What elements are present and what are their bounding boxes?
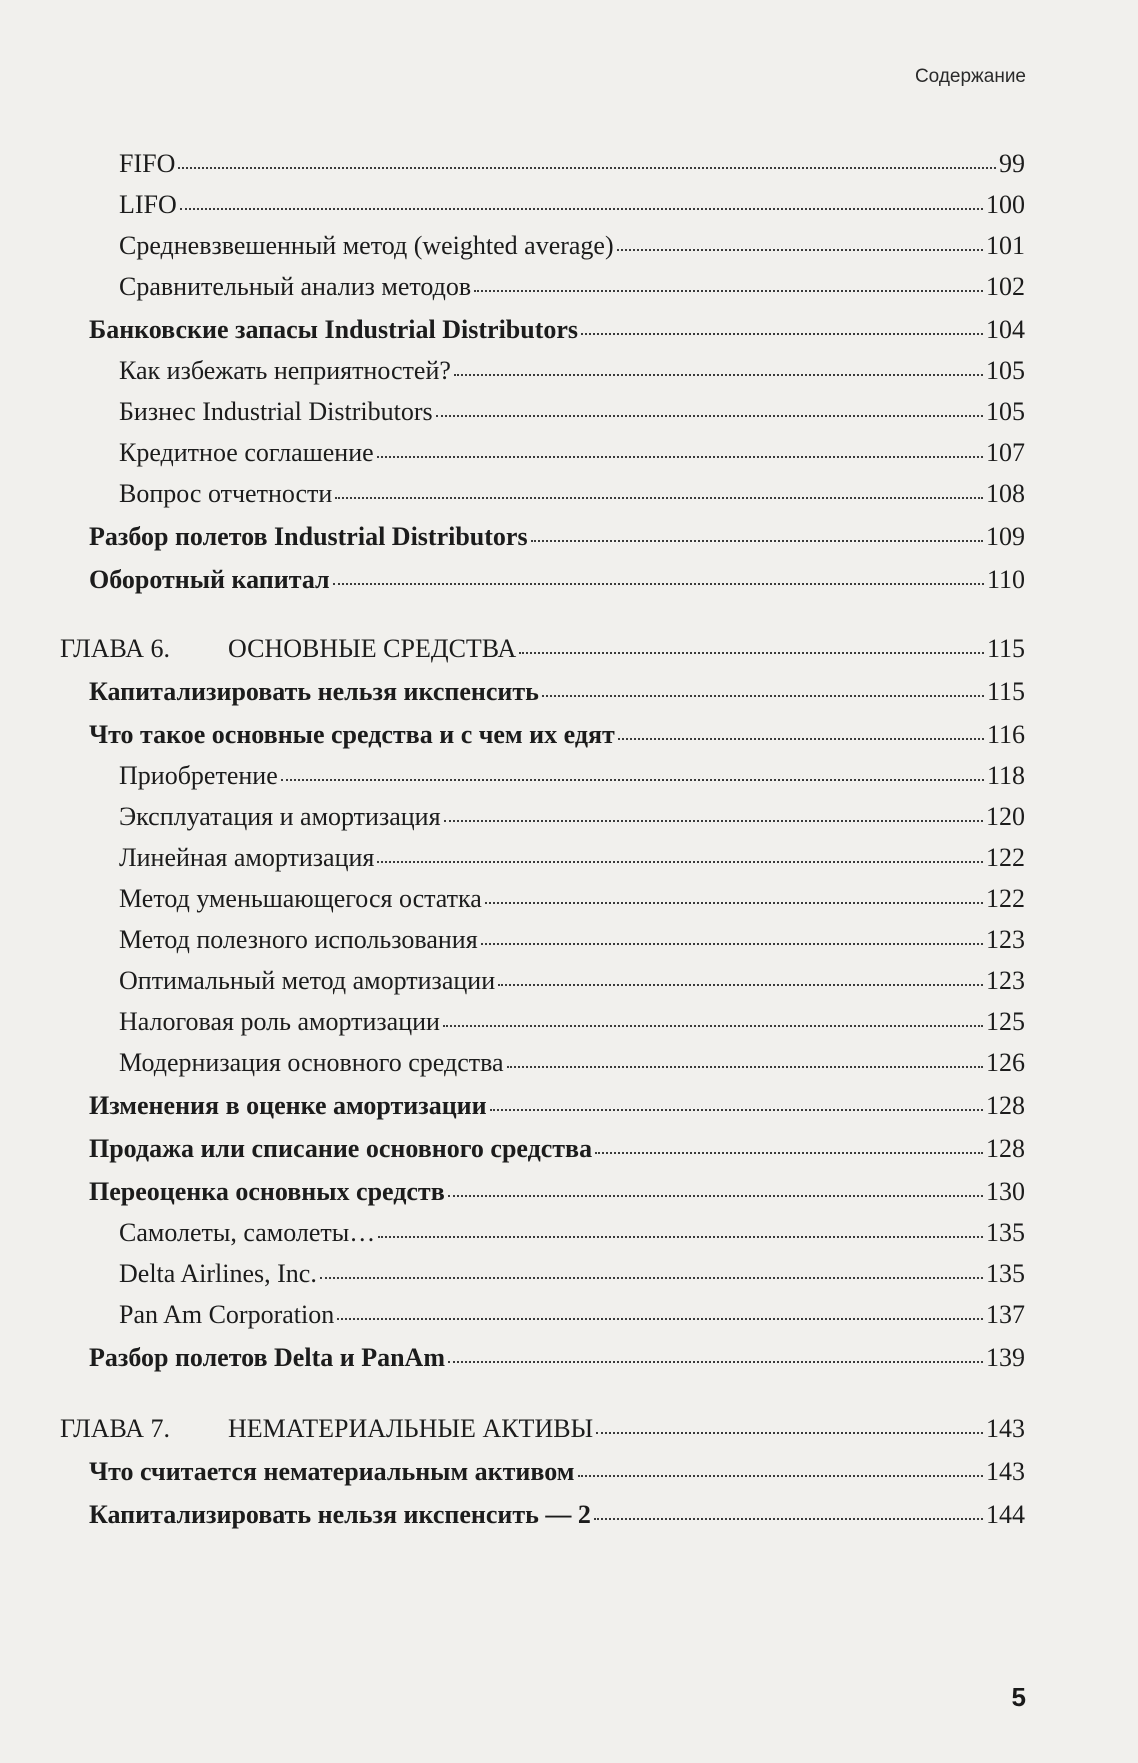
dot-leader — [377, 861, 983, 863]
toc-entry-title: Средневзвешенный метод (weighted average) — [119, 231, 614, 260]
toc-entry-title: Метод уменьшающегося остатка — [119, 884, 482, 913]
toc-entry-title: Вопрос отчетности — [119, 479, 333, 508]
toc-section — [89, 1175, 1025, 1209]
toc-entry-page: 122 — [986, 884, 1025, 913]
dot-leader — [594, 1518, 983, 1520]
toc-section-page: 143 — [986, 1457, 1025, 1486]
toc-entry-title: FIFO — [119, 149, 176, 178]
toc-entry-page: 125 — [986, 1007, 1025, 1036]
toc-section — [89, 520, 1025, 554]
toc-entry-title: Pan Am Corporation — [119, 1300, 335, 1329]
toc-entry-title: Эксплуатация и амортизация — [119, 802, 441, 831]
toc-section-page: 128 — [986, 1134, 1025, 1163]
toc-section-title: Разбор полетов Industrial Distributors — [89, 522, 528, 551]
dot-leader — [596, 1432, 983, 1434]
dot-leader — [618, 738, 984, 740]
toc-entry — [119, 354, 1025, 388]
running-header: Содержание — [914, 66, 1026, 87]
toc-entry-page: 108 — [986, 479, 1025, 508]
toc-entry-page: 123 — [986, 966, 1025, 995]
dot-leader — [443, 1025, 983, 1027]
toc-entry — [119, 759, 1025, 793]
toc-entry — [119, 477, 1025, 511]
toc-section-page: 104 — [986, 315, 1025, 344]
toc-entry — [119, 1257, 1025, 1291]
toc-entry — [119, 841, 1025, 875]
dot-leader — [448, 1195, 983, 1197]
dot-leader — [320, 1277, 983, 1279]
dot-leader — [481, 943, 983, 945]
toc-entry-page: 101 — [986, 231, 1025, 260]
chapter-number: ГЛАВА 7. — [60, 1414, 170, 1443]
toc-section-title: Капитализировать нельзя икспенсить — 2 — [89, 1500, 591, 1529]
toc-section-title: Что такое основные средства и с чем их едят — [89, 720, 615, 749]
toc-entry — [119, 1046, 1025, 1080]
toc-section-page: 144 — [986, 1500, 1025, 1529]
toc-section-title: Продажа или списание основного средства — [89, 1134, 593, 1163]
toc-entry — [119, 1298, 1025, 1332]
toc-entry — [119, 1216, 1025, 1250]
dot-leader — [448, 1361, 983, 1363]
toc-entry-title: Линейная амортизация — [119, 843, 375, 872]
chapter-page: 143 — [986, 1414, 1025, 1443]
toc-section-title: Переоценка основных средств — [89, 1177, 445, 1206]
toc-section — [89, 1132, 1025, 1166]
toc-section-title: Банковские запасы Industrial Distributors — [89, 315, 579, 344]
dot-leader — [595, 1152, 983, 1154]
page-number: 5 — [1011, 1682, 1026, 1712]
toc-section — [89, 313, 1025, 347]
dot-leader — [454, 374, 983, 376]
toc-entry-title: Delta Airlines, Inc. — [119, 1259, 317, 1288]
toc-entry-page: 99 — [999, 149, 1025, 178]
toc-entry-title: Кредитное соглашение — [119, 438, 374, 467]
toc-entry-page: 122 — [986, 843, 1025, 872]
dot-leader — [531, 540, 983, 542]
toc-entry — [119, 229, 1025, 263]
dot-leader — [377, 456, 983, 458]
toc-entry-title: Приобретение — [119, 761, 278, 790]
dot-leader — [507, 1066, 983, 1068]
toc-section — [89, 1341, 1025, 1375]
toc-entry — [119, 270, 1025, 304]
dot-leader — [436, 415, 983, 417]
toc-entry-title: LIFO — [119, 190, 177, 219]
dot-leader — [519, 652, 984, 654]
toc-entry-page: 118 — [986, 761, 1025, 790]
toc-section-page: 115 — [986, 677, 1025, 706]
toc-entry-page: 100 — [986, 190, 1025, 219]
toc-entry — [119, 395, 1025, 429]
toc-section — [89, 675, 1025, 709]
toc-entry-page: 120 — [986, 802, 1025, 831]
toc-entry-page: 135 — [986, 1259, 1025, 1288]
toc-entry-page: 105 — [986, 356, 1025, 385]
toc-section-page: 139 — [986, 1343, 1025, 1372]
toc-section-title: Что считается нематериальным активом — [89, 1457, 575, 1486]
dot-leader — [578, 1475, 984, 1477]
dot-leader — [474, 290, 983, 292]
dot-leader — [485, 902, 983, 904]
toc-section-title: Изменения в оценке амортизации — [89, 1091, 487, 1120]
toc-entry-page: 123 — [986, 925, 1025, 954]
toc-section-title: Оборотный капитал — [89, 565, 330, 594]
dot-leader — [617, 249, 983, 251]
toc-entry-title: Сравнительный анализ методов — [119, 272, 472, 301]
toc-entry-page: 105 — [986, 397, 1025, 426]
toc-section — [89, 1498, 1025, 1532]
toc-entry — [119, 882, 1025, 916]
dot-leader — [337, 1318, 983, 1320]
toc-entry-title: Как избежать неприятностей? — [119, 356, 451, 385]
toc-entry-title: Самолеты, самолеты… — [119, 1218, 376, 1247]
chapter-title: НЕМАТЕРИАЛЬНЫЕ АКТИВЫ — [228, 1414, 594, 1443]
toc-entry-title: Метод полезного использования — [119, 925, 478, 954]
dot-leader — [335, 497, 983, 499]
toc-section-page: 116 — [986, 720, 1025, 749]
toc-chapter — [60, 1412, 1025, 1446]
toc-section-page: 109 — [986, 522, 1025, 551]
toc-section — [89, 1089, 1025, 1123]
toc-section-page: 110 — [986, 565, 1025, 594]
chapter-number: ГЛАВА 6. — [60, 634, 170, 663]
toc-section — [89, 718, 1025, 752]
toc-section-page: 130 — [986, 1177, 1025, 1206]
toc-entry — [119, 188, 1025, 222]
dot-leader — [498, 984, 983, 986]
toc-entry-title: Бизнес Industrial Distributors — [119, 397, 433, 426]
chapter-title: ОСНОВНЫЕ СРЕДСТВА — [228, 634, 517, 663]
toc-entry — [119, 1005, 1025, 1039]
toc-entry-page: 107 — [986, 438, 1025, 467]
dot-leader — [281, 779, 984, 781]
toc-section — [89, 563, 1025, 597]
toc-entry-page: 137 — [986, 1300, 1025, 1329]
toc-entry — [119, 923, 1025, 957]
toc-section-title: Разбор полетов Delta и PanAm — [89, 1343, 445, 1372]
toc-entry-page: 102 — [986, 272, 1025, 301]
toc-section-title: Капитализировать нельзя икспенсить — [89, 677, 539, 706]
dot-leader — [180, 208, 983, 210]
dot-leader — [178, 167, 996, 169]
toc-chapter — [60, 632, 1025, 666]
dot-leader — [581, 333, 983, 335]
dot-leader — [542, 695, 984, 697]
dot-leader — [444, 820, 983, 822]
dot-leader — [378, 1236, 983, 1238]
toc-entry-page: 135 — [986, 1218, 1025, 1247]
toc-entry — [119, 964, 1025, 998]
toc-entry-title: Налоговая роль амортизации — [119, 1007, 440, 1036]
toc-entry — [119, 800, 1025, 834]
toc-entry-title: Модернизация основного средства — [119, 1048, 504, 1077]
toc-entry-title: Оптимальный метод амортизации — [119, 966, 496, 995]
chapter-page: 115 — [986, 634, 1025, 663]
dot-leader — [333, 583, 984, 585]
toc-section-page: 128 — [986, 1091, 1025, 1120]
toc-entry — [119, 436, 1025, 470]
toc-section — [89, 1455, 1025, 1489]
dot-leader — [490, 1109, 983, 1111]
toc-entry-page: 126 — [986, 1048, 1025, 1077]
toc-entry — [119, 147, 1025, 181]
